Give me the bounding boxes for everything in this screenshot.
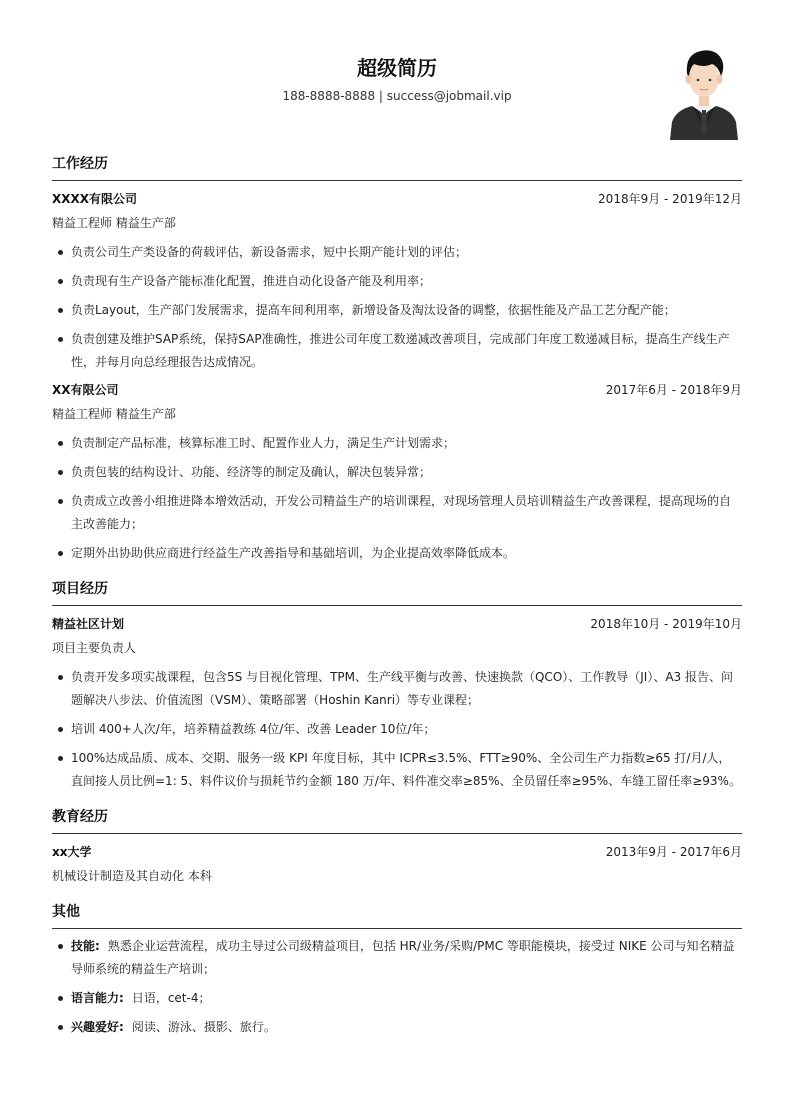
work-section <box>52 154 742 565</box>
hobbies-label: 兴趣爱好: <box>71 1020 124 1034</box>
section-divider <box>52 833 742 834</box>
bullet-list <box>52 432 742 565</box>
list-item: 负责包装的结构设计、功能、经济等的制定及确认，解决包装异常； <box>52 461 742 484</box>
list-item: 定期外出协助供应商进行经益生产改善指导和基础培训，为企业提高效率降低成本。 <box>52 542 742 565</box>
languages-label: 语言能力: <box>71 991 124 1005</box>
project-entry-1 <box>52 612 742 793</box>
date-range: 2018年9月 - 2019年12月 <box>598 192 742 206</box>
section-title-work: 工作经历 <box>52 156 108 172</box>
list-item: 负责制定产品标准，核算标准工时、配置作业人力，满足生产计划需求； <box>52 432 742 455</box>
company-name: XX有限公司 <box>52 383 119 397</box>
list-item: 负责Layout，生产部门发展需求，提高车间利用率，新增设备及淘汰设备的调整，依据性能及产品工艺分配产能； <box>52 299 742 322</box>
list-item-languages <box>52 987 742 1010</box>
section-title-education: 教育经历 <box>52 809 108 825</box>
skills-label: 技能: <box>71 939 100 953</box>
resume-content <box>52 154 742 1039</box>
list-item: 负责现有生产设备产能标准化配置，推进自动化设备产能及利用率； <box>52 270 742 293</box>
work-entry-1 <box>52 187 742 374</box>
list-item-hobbies <box>52 1016 742 1039</box>
project-role: 项目主要负责人 <box>52 641 137 655</box>
bullet-list <box>52 666 742 793</box>
section-divider <box>52 180 742 181</box>
list-item: 负责开发多项实战课程，包含5S 与目视化管理、TPM、生产线平衡与改善、快速换款（QCO）、工作教导（JI）、A3 报告、问题解决八步法、价值流图（VSM）、策略部署（Hoshin Kanri）等专业课程； <box>52 666 742 712</box>
project-name: 精益社区计划 <box>52 617 125 631</box>
project-section <box>52 579 742 793</box>
section-title-project: 项目经历 <box>52 581 108 597</box>
list-item-skills <box>52 935 742 981</box>
section-title-other: 其他 <box>52 904 80 920</box>
date-range: 2018年10月 - 2019年10月 <box>590 617 742 631</box>
list-item: 负责公司生产类设备的荷载评估，新设备需求，短中长期产能计划的评估； <box>52 241 742 264</box>
company-name: XXXX有限公司 <box>52 192 138 206</box>
list-item: 培训 400+人次/年，培养精益教练 4位/年、改善 Leader 10位/年； <box>52 718 742 741</box>
list-item: 负责成立改善小组推进降本增效活动，开发公司精益生产的培训课程，对现场管理人员培训精益生产改善课程，提高现场的自主改善能力； <box>52 490 742 536</box>
section-divider <box>52 605 742 606</box>
bullet-list <box>52 935 742 1039</box>
list-item: 100%达成品质、成本、交期、服务一级 KPI 年度目标，其中 ICPR≤3.5%、FTT≥90%、全公司生产力指数≥65 打/月/人，直间接人员比例=1: 5、料件议价与损耗节约金额 180 万/年、料件准交率≥85%、全员留任率≥95%、车缝工留任率≥93%。 <box>52 747 742 793</box>
list-item: 负责创建及维护SAP系统，保持SAP准确性，推进公司年度工数递减改善项目，完成部门年度工数递减目标，提高生产线生产性，并每月向总经理报告达成情况。 <box>52 328 742 374</box>
section-divider <box>52 928 742 929</box>
job-role: 精益工程师 精益生产部 <box>52 407 176 421</box>
date-range: 2017年6月 - 2018年9月 <box>605 383 742 397</box>
hobbies-text: 阅读、游泳、摄影、旅行。 <box>131 1020 276 1034</box>
skills-text: 熟悉企业运营流程，成功主导过公司级精益项目，包括 HR/业务/采购/PMC 等职能模块，接受过 NIKE 公司与知名精益导师系统的精益生产培训； <box>71 939 735 976</box>
date-range: 2013年9月 - 2017年6月 <box>605 845 742 859</box>
bullet-list <box>52 241 742 374</box>
education-section <box>52 807 742 888</box>
degree-major: 机械设计制造及其自动化 本科 <box>52 869 212 883</box>
other-section <box>52 902 742 1039</box>
work-entry-2 <box>52 378 742 565</box>
school-name: xx大学 <box>52 845 92 859</box>
contact-info: 188-8888-8888 | success@jobmail.vip <box>282 89 512 103</box>
languages-text: 日语，cet-4； <box>131 991 211 1005</box>
education-entry-1 <box>52 840 742 888</box>
job-role: 精益工程师 精益生产部 <box>52 216 176 230</box>
avatar <box>668 44 740 140</box>
resume-title: 超级简历 <box>357 56 437 80</box>
